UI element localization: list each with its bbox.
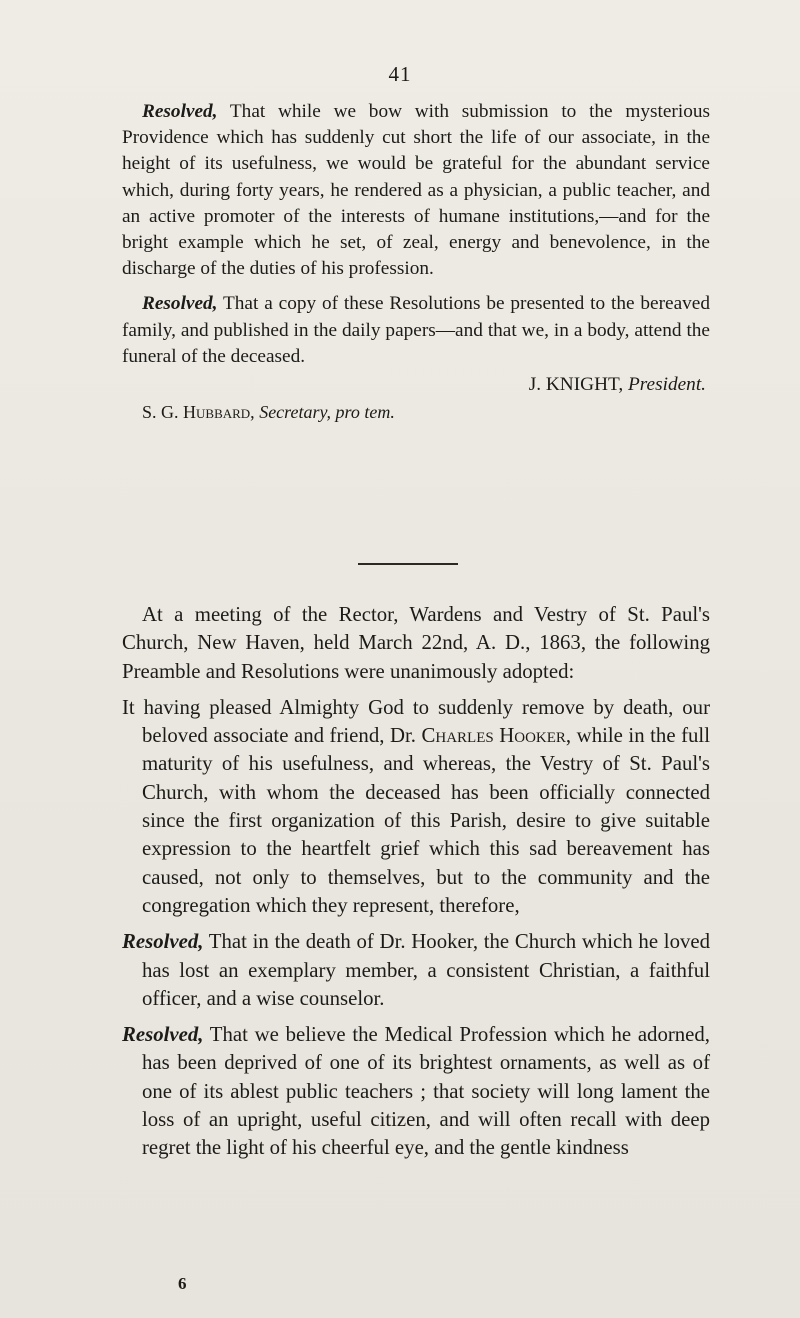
resolved-label: Resolved, <box>122 1023 204 1047</box>
resolution-text: That we believe the Medical Profession which he adorned, has been deprived of one of its brightest ornaments, as well as of one of its ablest public teachers ; that society will long lament the loss of an upright, useful citizen, and will often recall with deep regret the light of his cheerful eye, and the gentle kindness <box>142 1023 710 1160</box>
secretary-title: Secretary, pro tem. <box>254 402 395 423</box>
resolved-label: Resolved, <box>122 930 204 954</box>
secretary-name: S. G. Hubbard, <box>142 402 255 423</box>
president-title: President. <box>623 374 706 396</box>
printer-signature-mark: 6 <box>178 1274 187 1293</box>
deceased-name: Charles Hooker, <box>421 724 572 748</box>
resolution-text: That in the death of Dr. Hooker, the Church which he loved has lost an exemplary member, a consistent Christian, a faithful officer, and a wise counselor. <box>142 930 710 1010</box>
secretary-signature <box>122 399 710 425</box>
resolution-text: That a copy of these Resolutions be presented to the bereaved family, and published in the daily papers—and that we, in a body, attend the funeral of the deceased. <box>122 293 710 367</box>
resolved-label: Resolved, <box>142 293 218 315</box>
vestry-resolutions <box>122 601 710 1163</box>
resolution-paragraph <box>122 928 710 1013</box>
section-divider <box>358 563 458 565</box>
resolution-text: That while we bow with submission to the mysterious Providence which has suddenly cut short the life of our associate, in the height of its usefulness, we would be grateful for the abundant service which, during forty years, he rendered as a physician, a public teacher, and an active promoter of the interests of humane institutions,—and for the bright example which he set, of zeal, energy and benevolence, in the discharge of the duties of his profession. <box>122 101 710 280</box>
meeting-intro: At a meeting of the Rector, Wardens and Vestry of St. Paul's Church, New Haven, held March 22nd, A. D., 1863, the following Preamble and Resolutions were unanimously adopted: <box>122 603 710 683</box>
resolution-paragraph <box>122 99 710 282</box>
resolved-label: Resolved, <box>142 101 218 122</box>
preamble-text: It having pleased Almighty God to suddenly remove by death, our beloved associate and friend, Dr. <box>122 695 710 748</box>
president-signature <box>122 372 710 398</box>
preamble-paragraph <box>122 694 710 920</box>
president-name: J. KNIGHT, <box>528 374 624 396</box>
medical-society-resolutions <box>122 99 710 425</box>
resolution-paragraph <box>122 1021 710 1162</box>
page-number: 41 <box>388 62 412 86</box>
resolution-paragraph <box>122 291 710 370</box>
preamble-text: while in the full maturity of his usefulness, and whereas, the Vestry of St. Paul's Church, with whom the deceased has been officially connected since the first organization of this Parish, desire to give suitable expression to the heartfelt grief which this sad bereavement has caused, not only to themselves, but to the community and the congregation which they represent, therefore, <box>142 724 710 917</box>
